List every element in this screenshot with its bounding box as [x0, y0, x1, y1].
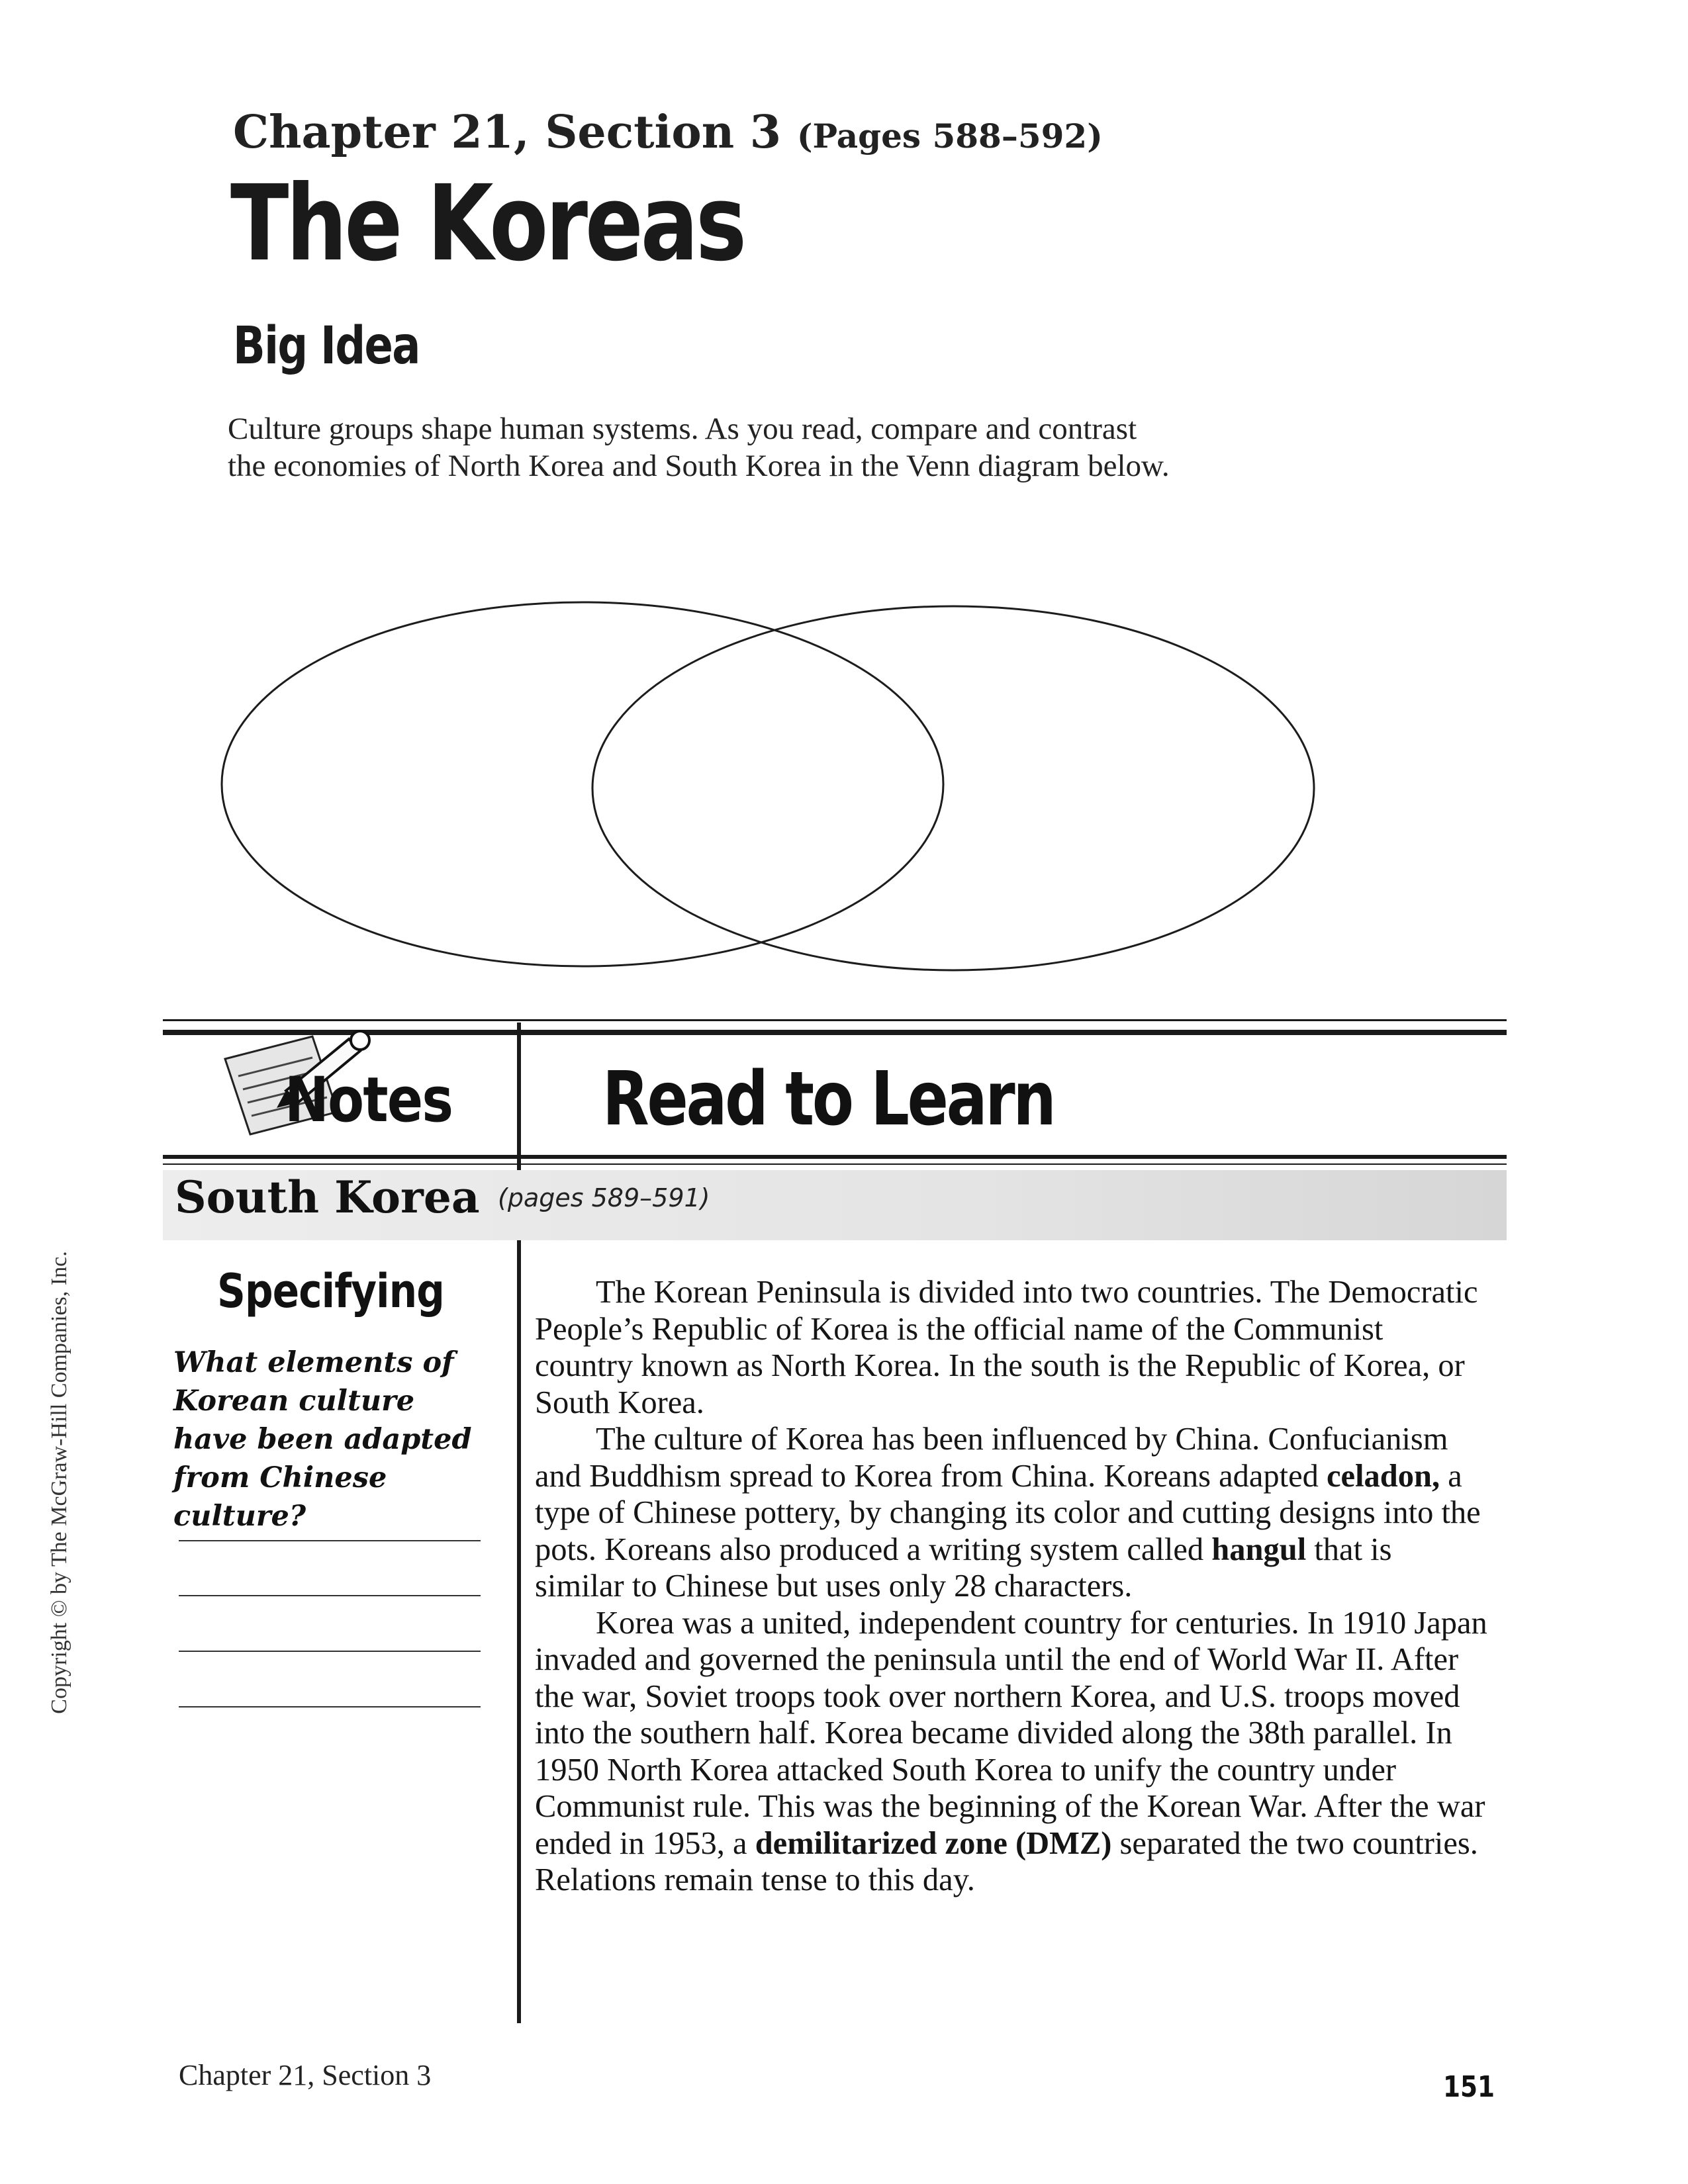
- mid-rule: [163, 1155, 1507, 1159]
- page-title: The Koreas: [230, 163, 745, 285]
- big-idea-heading: Big Idea: [233, 316, 420, 376]
- reading-text: [535, 1274, 1488, 1899]
- term-celadon: celadon,: [1327, 1458, 1440, 1494]
- reading-paragraph-3: Korea was a united, independent country for centuries. In 1910 Japan invaded and governed the peninsula until the end of World War II. After the war, Soviet troops took over northern Korea, and U.S. troops moved into the southern half. Korea became divided along the 38th parallel. In 1950 North Korea attacked South Korea to unify the country under Communist rule. This was the beginning of the Korean War. After the war ended in 1953, a demilitarized zone (DMZ) separated the two countries. Relations remain tense to this day.: [535, 1605, 1487, 1897]
- top-rule-thin: [163, 1019, 1507, 1021]
- answer-line[interactable]: [179, 1706, 481, 1707]
- reading-paragraph-2: The culture of Korea has been influenced by China. Confucianism and Buddhism spread to Korea from China. Koreans adapted celadon, a type of Chinese pottery, by changing its color and cutting designs into the pots. Koreans also produced a writing system called hangul that is similar to Chinese but uses only 28 characters.: [535, 1422, 1481, 1604]
- answer-line[interactable]: [179, 1651, 481, 1652]
- chapter-label: Chapter 21, Section 3: [233, 106, 782, 159]
- big-idea-text: Culture groups shape human systems. As you read, compare and contrast the economies of North Korea and South Korea in the Venn diagram below.: [228, 412, 1170, 483]
- section-title: South Korea: [175, 1171, 480, 1223]
- specifying-question: What elements of Korean culture have been adapted from Chinese culture?: [173, 1346, 472, 1533]
- reading-paragraph-1: The Korean Peninsula is divided into two countries. The Democratic People’s Republic of Korea is the official name of the Communist country known as North Korea. In the south is the Republic of Korea, or South Korea.: [535, 1275, 1478, 1420]
- notes-label: Notes: [285, 1064, 453, 1136]
- specifying-heading: Specifying: [217, 1264, 444, 1318]
- term-dmz: demilitarized zone (DMZ): [755, 1825, 1112, 1861]
- venn-right-circle[interactable]: [592, 606, 1314, 970]
- page-number: 151: [1443, 2070, 1495, 2104]
- mid-rule-thin: [163, 1163, 1507, 1165]
- answer-line[interactable]: [179, 1595, 481, 1596]
- term-hangul: hangul: [1211, 1531, 1307, 1567]
- footer-chapter: Chapter 21, Section 3: [179, 2059, 432, 2091]
- venn-left-circle[interactable]: [222, 602, 943, 966]
- read-to-learn-label: Read to Learn: [602, 1056, 1055, 1142]
- section-pages: (pages 589–591): [498, 1183, 710, 1212]
- chapter-heading: [233, 106, 1103, 159]
- chapter-pages: (Pages 588–592): [796, 116, 1103, 156]
- answer-line[interactable]: [179, 1540, 481, 1541]
